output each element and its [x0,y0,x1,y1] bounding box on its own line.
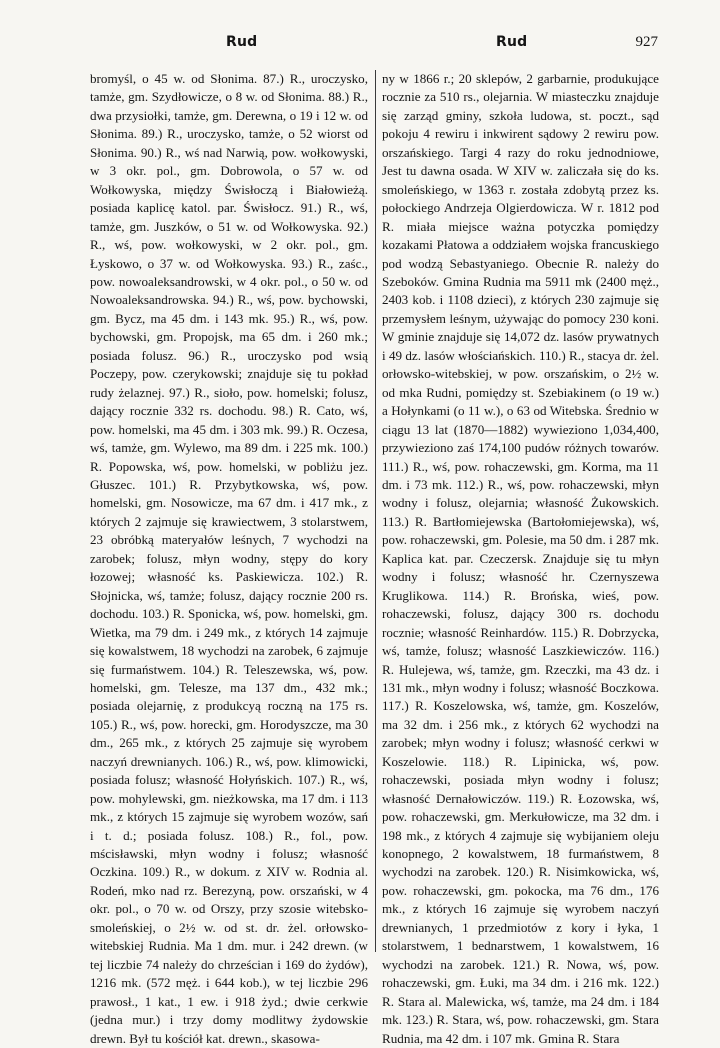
running-head-right: Rud [496,34,528,50]
column-right-text: ny w 1866 r.; 20 sklepów, 2 garbarnie, produkujące rocznie za 510 rs., olejarnia. W miasteczku znajduje się zarząd gminy, szkoła ludowa, st. poczt., sąd pokoju 4 rewiru i inkwirent sądowy 2 rewiru pow. orszańskiego. Targi 4 razy do roku jednodniowe, Jest tu dawna osada. W XIV w. zaliczała się do ks. smoleńskiego, w 1363 r. została zdobytą przez ks. połockiego Andrzeja Olgierdowicza. W r. 1812 pod R. miała miejsce ważna potyczka pomiędzy kozakami Płatowa a oddziałem wojska francuskiego pod wodzą Sebastyaniego. Obecnie R. należy do Szeboków. Gmina Rudnia ma 5911 mk (2400 męż., 2403 kob. i 1108 dzieci), z których 230 zajmuje się przemysłem leśnym, używając do pomocy 230 koni. W gminie znajduje się 14,072 dz. lasów prywatnych i 49 dz. lasów włościańskich. 110.) R., stacya dr. żel. orłowsko-witebskiej, w pow. orszańskim, o 2½ w. od mka Rudni, pomiędzy st. Szebiakinem (o 19 w.) a Hołynkami (o 11 w.), o 63 od Witebska. Średnio w ciągu 13 lat (1870—1882) wywieziono 1,034,400, przywieziono zaś 174,100 pudów różnych towarów. 111.) R., wś, pow. rohaczewski, gm. Korma, ma 11 dm. i 73 mk. 112.) R., wś, pow. rohaczewski, młyn wodny i folusz, olejarnia; własność Żukowskich. 113.) R. Bartłomiejewska (Bartołomiejewska), wś, pow. rohaczewski, gm. Polesie, ma 50 dm. i 287 mk. Kaplica kat. par. Czeczersk. Znajduje się tu młyn wodny i folusz; własność hr. Czernyszewa Kruglikowa. 114.) R. Brońska, wieś, pow. rohaczewski, folusz, dający 300 rs. dochodu rocznie; własność Reinhardów. 115.) R. Dobrzycka, wś, tamże, folusz; własność Laszkiewiczów. 116.) R. Hulejewa, wś, tamże, gm. Rzeczki, ma 43 dz. i 131 mk., młyn wodny i folusz; własność Boczkowa. 117.) R. Koszelowska, wś, tamże, gm. Koszelów, ma 32 dm. i 256 mk., z których 62 wychodzi na zarobek; młyn wodny i folusz; własność cerkwi w Koszelowie. 118.) R. Lipinicka, wś, pow. rohaczewski, posiada młyn wodny i folusz; własność Dernałowiczów. 119.) R. Łozowska, wś, pow. rohaczewski, gm. Merkułowicze, ma 32 dm. i 198 mk., z których 4 zajmuje się wybijaniem oleju konopnego, 2 kowalstwem, 18 furmaństwem, 8 wychodzi na zarobek. 120.) R. Nisimkowicka, wś, pow. rohaczewski, gm. pokocka, ma 76 dm., 176 mk., z których 16 zajmuje się wyrobem naczyń drewnianych, 1 przedmiotów z kory i łyka, 1 stolarstwem, 1 bednarstwem, 1 kowalstwem, 16 wychodzi na zarobek. 121.) R. Nowa, wś, pow. rohaczewski, gm. Łuki, ma 34 dm. i 216 mk. 122.) R. Stara al. Malewicka, wś, tamże, ma 24 dm. i 184 mk. 123.) R. Stara, wś, pow. rohaczewski, gm. Stara Rudnia, ma 42 dm. i 107 mk. Gmina R. Stara [382,71,659,1046]
text-column-left [90,70,368,1046]
text-column-right [382,70,659,1046]
page-number: 927 [635,34,658,50]
column-left-text: bromyśl, o 45 w. od Słonima. 87.) R., uroczysko, tamże, gm. Szydłowicze, o 8 w. od Słonima. 88.) R., dwa przysiołki, tamże, gm. Derewna, o 19 i 12 w. od Słonima. 89.) R., uroczysko, tamże, o 52 wiorst od Słonima. 90.) R., wś nad Narwią, pow. wołkowyski, w 3 okr. pol., gm. Dobrowola, o 57 w. od Wołkowyska, między Świsłoczą i Białowieżą. posiada kaplicę katol. par. Świsłocz. 91.) R., wś, tamże, gm. Juszków, o 51 w. od Wołkowyska. 92.) R., wś, pow. wołkowyski, w 2 okr. pol., gm. Łyskowo, o 37 w. od Wołkowyska. 93.) R., zaśc., pow. nowoaleksandrowski, w 4 okr. pol., o 50 w. od Nowoaleksandrowska. 94.) R., wś, pow. bychowski, gm. Bycz, ma 45 dm. i 143 mk. 95.) R., wś, pow. bychowski, gm. Propojsk, ma 65 dm. i 260 mk.; posiada folusz. 96.) R., uroczysko pod wsią Poczepy, pow. czerykowski; znajduje się tu pokład rudy żelaznej. 97.) R., sioło, pow. homelski; folusz, dający rocznie 332 rs. dochodu. 98.) R. Cato, wś, pow. homelski, ma 45 dm. i 303 mk. 99.) R. Oczesa, wś, tamże, gm. Wylewo, ma 89 dm. i 225 mk. 100.) R. Popowska, wś, pow. homelski, w pobliżu jez. Głuszec. 101.) R. Przybytkowska, wś, pow. homelski, gm. Nosowicze, ma 67 dm. i 417 mk., z których 2 zajmuje się krawiectwem, 3 stolarstwem, 23 obróbką materyałów leśnych, 7 wychodzi na zarobek; folusz, młyn wodny, stępy do kory łozowej; własność ks. Paskiewicza. 102.) R. Słojnicka, wś, tamże; folusz, dający rocznie 200 rs. dochodu. 103.) R. Sponicka, wś, pow. homelski, gm. Wietka, ma 79 dm. i 249 mk., z których 14 zajmuje się kowalstwem, 18 wychodzi na zarobek, 6 zajmuje się furmaństwem. 104.) R. Teleszewska, wś, pow. homelski, gm. Telesze, ma 137 dm., 432 mk.; posiada olejarnię, z produkcyą roczną na 175 rs. 105.) R., wś, pow. horecki, gm. Horodyszcze, ma 30 dm., 265 mk., z których 25 zajmuje się wyrobem naczyń drewnianych. 106.) R., wś, pow. klimowicki, posiada folusz; własność Hołyńskich. 107.) R., wś, pow. mohylewski, gm. nieżkowska, ma 17 dm. i 113 mk., z których 15 zajmuje się wyrobem wozów, sań i t. d.; posiada folusz. 108.) R., fol., pow. mścisławski, młyn wodny i folusz; własność Oczkina. 109.) R., w dokum. z XIV w. Rodnia al. Rodeń, mko nad rz. Berezyną, pow. orszański, w 4 okr. pol., o 70 w. od Orszy, przy szosie witebsko-smoleńskiej, o 2½ w. od st. dr. żel. orłowsko-witebskiej Rudnia. Ma 1 dm. mur. i 242 drewn. (w tej liczbie 74 należy do chrześcian i 169 do żydów), 1216 mk. (572 męż. i 644 kob.), w tej liczbie 296 prawosł., 1 kat., 1 ew. i 918 żyd.; dwie cerkwie (jedna mur.) i trzy domy modlitwy żydowskie drewn. Był tu kościół kat. drewn., skasowa- [90,71,368,1046]
page-header [88,34,658,58]
column-divider [375,70,376,952]
running-head-left: Rud [226,34,258,50]
